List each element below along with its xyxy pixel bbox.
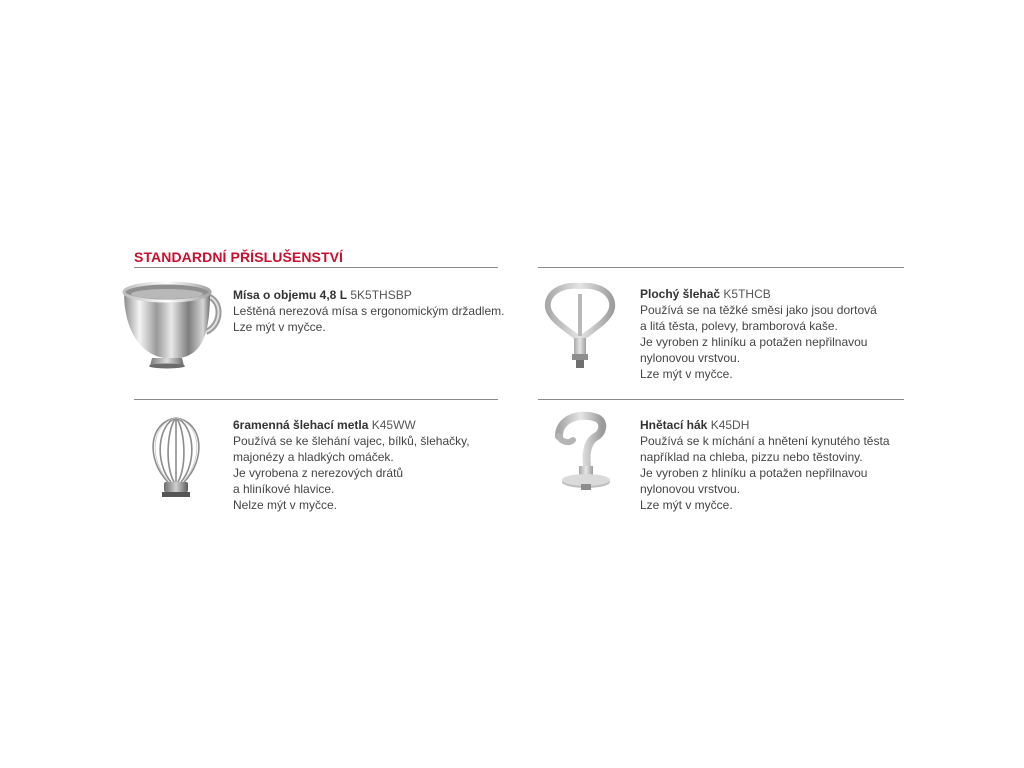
item-wire-whip-heading [233,417,470,433]
item-bowl-text [233,287,504,335]
item-bowl-line: Leštěná nerezová mísa s ergonomickým držadlem. [233,304,505,318]
item-dough-hook-heading [640,417,890,433]
item-flat-beater-line: Používá se na těžké směsi jako jsou dortová [640,303,877,317]
item-bowl-heading [233,287,504,303]
item-bowl-title: Mísa o objemu 4,8 L [233,288,348,302]
item-flat-beater-line: a litá těsta, polevy, bramborová kaše. [640,319,838,333]
divider-mid-right [538,399,904,400]
item-dough-hook-title: Hnětací hák [640,418,708,432]
item-wire-whip-line: Nelze mýt v myčce. [233,498,338,512]
item-flat-beater-code: K5THCB [723,287,771,301]
item-wire-whip-code: K45WW [371,418,416,432]
item-flat-beater-heading [640,286,877,302]
item-flat-beater-text [640,286,877,382]
item-dough-hook-line: například na chleba, pizzu nebo těstoviny. [640,450,863,464]
divider-top-right [538,267,904,268]
item-wire-whip-line: majonézy a hladkých omáček. [233,450,394,464]
bowl-icon [118,278,228,370]
wire-whip-icon [140,412,212,502]
flat-beater-icon [540,280,620,372]
item-flat-beater-title: Plochý šlehač [640,287,721,301]
item-bowl-line: Lze mýt v myčce. [233,320,326,334]
item-wire-whip-line: Je vyrobena z nerezových drátů [233,466,404,480]
item-dough-hook-line: Lze mýt v myčce. [640,498,733,512]
section-heading: STANDARDNÍ PŘÍSLUŠENSTVÍ [134,249,344,265]
item-wire-whip-line: Používá se ke šlehání vajec, bílků, šlehačky, [233,434,470,448]
item-wire-whip-title: 6ramenná šlehací metla [233,418,369,432]
dough-hook-icon [545,410,625,500]
item-dough-hook-text [640,417,890,513]
item-flat-beater-line: nylonovou vrstvou. [640,351,741,365]
item-dough-hook-line: Je vyroben z hliníku a potažen nepřilnavou [640,466,868,480]
item-wire-whip-text [233,417,470,513]
item-wire-whip-line: a hliníkové hlavice. [233,482,335,496]
divider-mid-left [134,399,498,400]
item-bowl-code: 5K5THSBP [350,288,412,302]
item-dough-hook-line: nylonovou vrstvou. [640,482,741,496]
item-dough-hook-line: Používá se k míchání a hnětení kynutého těsta [640,434,890,448]
item-dough-hook-code: K45DH [710,418,750,432]
item-flat-beater-line: Lze mýt v myčce. [640,367,733,381]
item-flat-beater-line: Je vyroben z hliníku a potažen nepřilnavou [640,335,868,349]
divider-top-left [134,267,498,268]
